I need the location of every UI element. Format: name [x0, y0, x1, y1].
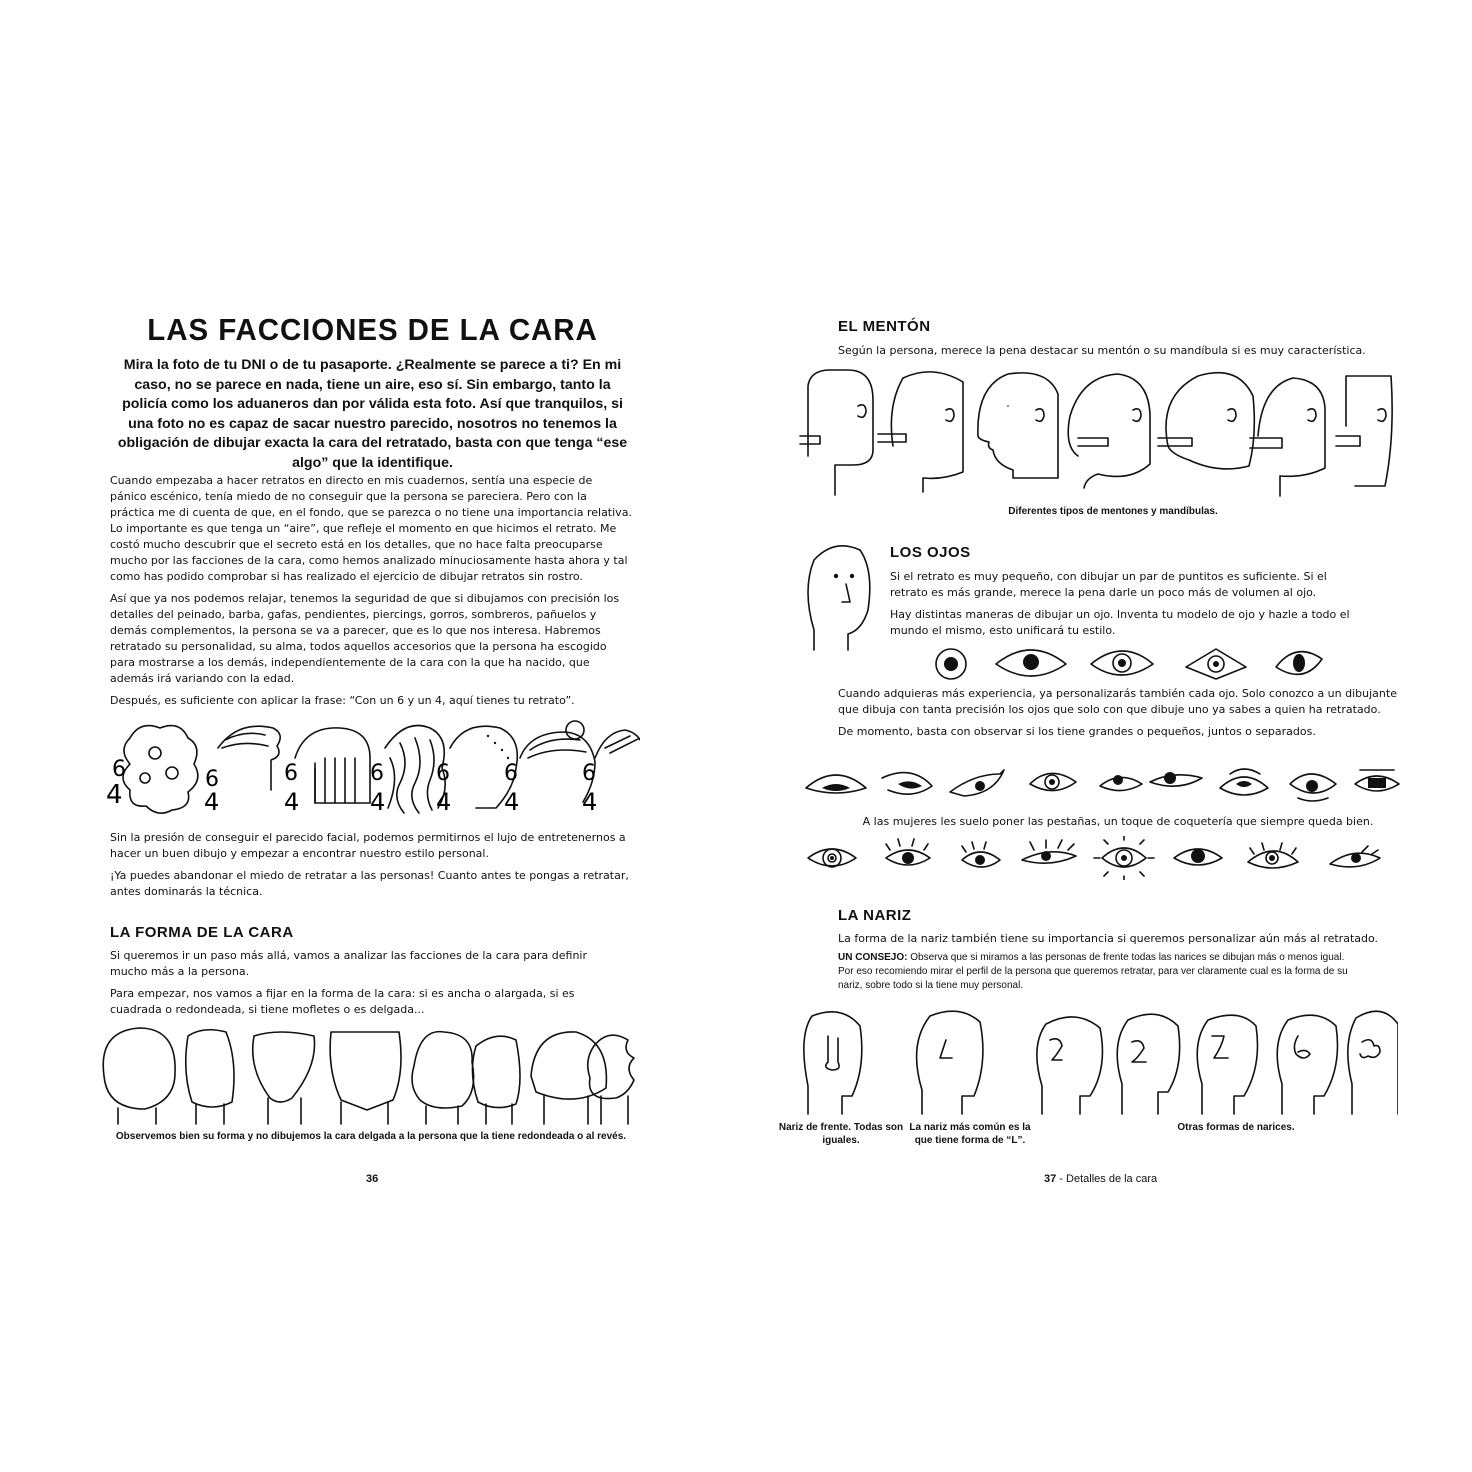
- face-shape-irregular: [412, 1032, 474, 1124]
- eye-icon: [1091, 651, 1153, 675]
- face-shape-square: [330, 1032, 401, 1124]
- eye-with-lashes-icon: [886, 839, 930, 865]
- noses-illustration: [798, 1006, 1398, 1118]
- face-shape-caption: Observemos bien su forma y no dibujemos la cara delgada a la persona que la tiene redondeada o al revés.: [115, 1131, 627, 1142]
- tip-body: Observa que si miramos a las personas de frente todas las narices se dibujan más o menos igual. Por eso recomiendo mirar el perfil de la persona que queremos retratar, para ver claramente cual es la forma de su nariz, sobre todo si la tiene muy personal.: [838, 952, 1348, 991]
- section-heading-eyes: LOS OJOS: [890, 544, 971, 561]
- chin-profile: [1250, 378, 1325, 496]
- page-title: LAS FACCIONES DE LA CARA: [147, 312, 598, 347]
- face-shapes-illustration: [96, 1026, 641, 1126]
- section-heading-nose: LA NARIZ: [838, 907, 912, 924]
- svg-text:4: 4: [284, 788, 300, 816]
- face-shape-text: [110, 948, 610, 1024]
- paragraph: Sin la presión de conseguir el parecido facial, podemos permitirnos el lujo de entretenernos a hacer un buen dibujo y empezar a encontrar nuestro estilo personal.: [110, 831, 626, 860]
- eye-icon: [936, 649, 966, 679]
- paragraph: Cuando adquieras más experiencia, ya personalizarás también cada ojo. Solo conozco a un dibujante que dibuja con tanta precisión los ojos que solo con que dibuje uno ya sabes a quien ha retratado.: [838, 687, 1397, 716]
- face-shape-cheeks: [588, 1035, 634, 1124]
- svg-text:6: 6: [370, 761, 384, 786]
- paragraph: De momento, basta con observar si los tiene grandes o pequeños, juntos o separados.: [838, 725, 1316, 738]
- chin-text: Según la persona, merece la pena destacar su mentón o su mandíbula si es muy característica.: [838, 344, 1366, 357]
- chin-caption: Diferentes tipos de mentones y mandíbulas.: [1008, 506, 1218, 517]
- svg-text:6: 6: [205, 767, 219, 792]
- svg-text:6: 6: [582, 761, 596, 786]
- face-with-eyes-illustration: [806, 540, 896, 660]
- eye-icon: [1355, 770, 1399, 791]
- hair-head-wavy: [370, 726, 445, 817]
- head-nose-variant: [1197, 1015, 1257, 1114]
- eye-icon: [1276, 652, 1322, 675]
- face-shape-round: [103, 1028, 175, 1124]
- body-text-1: [110, 473, 632, 715]
- eye-with-lashes-icon: [1094, 836, 1154, 880]
- eye-icon: [882, 773, 932, 795]
- nose-caption-l: La nariz más común es la que tiene forma de “L”.: [909, 1122, 1031, 1146]
- hair-head-quiff: [204, 726, 280, 816]
- eye-with-lashes-icon: [1174, 849, 1222, 865]
- svg-text:4: 4: [504, 788, 520, 816]
- tip-label: UN CONSEJO:: [838, 952, 908, 963]
- chin-profile: [1068, 374, 1150, 488]
- eyes-text-2: [838, 686, 1398, 746]
- paragraph: Para empezar, nos vamos a fijar en la forma de la cara: si es ancha o alargada, si es cuadrada o redondeada, si tiene mofletes o es delgada...: [110, 987, 575, 1016]
- head-nose-front: [804, 1012, 862, 1114]
- svg-text:6: 6: [504, 761, 518, 786]
- eye-icon: [996, 650, 1066, 676]
- eye-icon: [1220, 769, 1268, 795]
- intro-paragraph: Mira la foto de tu DNI o de tu pasaporte. ¿Realmente se parece a ti? En mi caso, no se parece en nada, tiene un aire, eso sí. Sin embargo, tanto la policía como los aduaneros dan por válida esta foto. Así que tranquilos, si una foto no es capaz de sacar nuestro parecido, nosotros no tenemos la obligación de dibujar exacta la cara del retratado, basta con que tenga “ese algo” que la identifique.: [117, 357, 628, 471]
- paragraph: Después, es suficiente con aplicar la frase: “Con un 6 y un 4, aquí tienes tu retrato”.: [110, 694, 575, 707]
- chin-profile: [1336, 376, 1392, 486]
- head-nose-variant: [1348, 1011, 1398, 1114]
- svg-text:4: 4: [106, 780, 123, 810]
- eyelashes-illustration: [802, 836, 1402, 880]
- simple-eyes-illustration: [926, 645, 1336, 683]
- eye-icon: [1186, 649, 1246, 679]
- page-number-right: 37 - Detalles de la cara: [1044, 1173, 1158, 1185]
- body-text-2: [110, 830, 632, 906]
- chins-illustration: [798, 366, 1398, 502]
- chin-profile: [800, 370, 873, 495]
- svg-text:4: 4: [582, 788, 598, 816]
- head-nose-variant: [1117, 1014, 1179, 1114]
- paragraph: Cuando empezaba a hacer retratos en directo en mis cuadernos, sentía una especie de pánico escénico, tenía miedo de no conseguir que la persona se pareciera. Pero con la práctica me di cuenta de que, en el fondo, que se parezca o no tiene una importancia relativa. Lo importante es que tenga un “aire”, que refleje el momento en que hicimos el retrato. Me costó mucho descubrir que el secreto está en los detalles, que no hace falta preocuparse mucho por las facciones de la cara, como hemos analizado minuciosamente hasta ahora y tal como has podido comprobar si has realizado el ejercicio de dibujar retratos sin rostro.: [110, 474, 632, 583]
- face-shape-triangle: [253, 1032, 315, 1124]
- section-heading-chin: EL MENTÓN: [838, 318, 931, 335]
- paragraph: Hay distintas maneras de dibujar un ojo. Inventa tu modelo de ojo y hazle a todo el mundo el mismo, esto unificará tu estilo.: [890, 608, 1350, 637]
- hair-head-curly: [106, 726, 198, 814]
- eye-icon: [950, 770, 1004, 796]
- right-page: [736, 0, 1472, 1472]
- hair-head-bob: [284, 728, 370, 816]
- svg-text:4: 4: [436, 788, 452, 816]
- eye-variations-illustration: [800, 762, 1400, 808]
- paragraph: Si queremos ir un paso más allá, vamos a analizar las facciones de la cara para definir mucho más a la persona.: [110, 949, 587, 978]
- svg-text:6: 6: [436, 761, 450, 786]
- paragraph: Si el retrato es muy pequeño, con dibujar un par de puntitos es suficiente. Si el retrato es más grande, merece la pena darle un poco más de volumen al ojo.: [890, 570, 1327, 599]
- tip-text: [838, 951, 1358, 993]
- eye-with-lashes-icon: [962, 842, 1000, 867]
- eye-with-lashes-icon: [1022, 840, 1076, 863]
- head-nose-l: [917, 1011, 983, 1114]
- svg-text:6: 6: [284, 761, 298, 786]
- paragraph: ¡Ya puedes abandonar el miedo de retratar a las personas! Cuanto antes te pongas a retratar, antes dominarás la técnica.: [110, 869, 629, 898]
- eye-with-lashes-icon: [1330, 846, 1380, 867]
- nose-caption-others: Otras formas de narices.: [1177, 1122, 1295, 1133]
- page-number-left: 36: [366, 1173, 379, 1185]
- eye-icon: [1150, 772, 1202, 786]
- eyes-text-1: [890, 569, 1360, 645]
- svg-text:4: 4: [204, 788, 220, 816]
- head-nose-variant: [1277, 1015, 1337, 1114]
- chin-profile: [878, 372, 963, 492]
- eye-icon: [806, 775, 866, 793]
- chin-profile: [978, 373, 1058, 478]
- footer-section: - Detalles de la cara: [1056, 1173, 1158, 1185]
- section-heading-face-shape: LA FORMA DE LA CARA: [110, 924, 294, 941]
- face-shape-long: [472, 1036, 520, 1124]
- nose-text: La forma de la nariz también tiene su importancia si queremos personalizar aún más al retratado.: [838, 932, 1379, 945]
- lashes-text: A las mujeres les suelo poner las pestañas, un toque de coquetería que siempre queda bien.: [862, 815, 1374, 828]
- nose-caption-front: Nariz de frente. Todas son iguales.: [778, 1122, 904, 1146]
- svg-text:6: 6: [112, 757, 126, 782]
- hairstyles-illustration: [100, 718, 640, 818]
- head-nose-variant: [1037, 1017, 1103, 1114]
- hair-head-short: [582, 730, 640, 816]
- eye-icon: [1290, 774, 1336, 801]
- eye-with-lashes-icon: [808, 849, 856, 867]
- face-shape-oval: [186, 1030, 234, 1124]
- chin-profile: [1158, 373, 1254, 469]
- paragraph: Así que ya nos podemos relajar, tenemos la seguridad de que si dibujamos con precisión los detalles del peinado, barba, gafas, pendientes, piercings, gorros, sombreros, pañuelos y demás complementos, la persona se va a parecer, que es lo que nos interesa. Habremos retratado su personalidad, su alma, todos aquellos accesorios que la persona ha escogido para mostrarse a los demás, independientemente de la cara con la que ha nacido, que además irá variando con la edad.: [110, 592, 620, 685]
- svg-text:4: 4: [370, 788, 386, 816]
- eye-with-lashes-icon: [1248, 843, 1298, 868]
- eye-icon: [1100, 775, 1142, 791]
- eye-icon: [1030, 773, 1076, 790]
